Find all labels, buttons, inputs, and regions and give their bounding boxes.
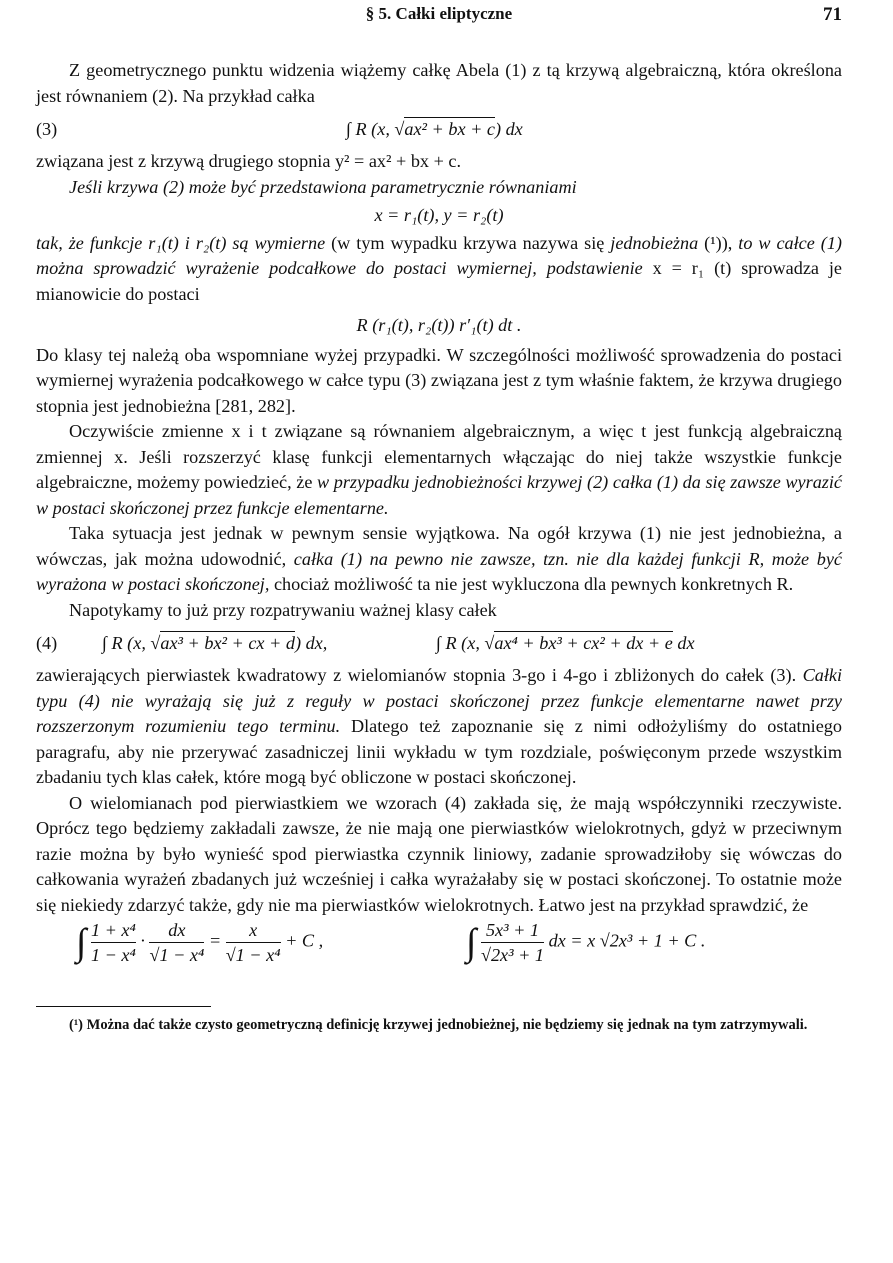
example-equation-1: ∫ $\frac{\text{1 + x⁴}}{\text{1 − x⁴}}$ · $\frac{dx}{\text{√1 − x⁴}}$ = $\frac{x}{\text{√1 − x⁴}}$ + C , <box>76 920 324 965</box>
parametric-equation: x = r₁(t), y = r₂(t) <box>374 205 504 225</box>
equation-number: (3) <box>36 119 58 139</box>
example-equation-2: ∫ $\frac{\text{5x³ + 1}}{\text{√2x³ + 1}}$ dx = x √2x³ + 1 + C . <box>466 920 706 965</box>
paragraph-7: Taka sytuacja jest jednak w pewnym sensie wyjątkowa. Na ogół krzywa (1) nie jest jednobieżna, a wówczas, jak można udowodnić, całka (1) na pewno nie zawsze, tzn. nie dla każdej funkcji R, może być wyrażona w postaci skończonej, chociaż możliwość ta nie jest wykluczona dla pewnych konkretnych R. <box>36 523 842 594</box>
paragraph-4: tak, że funkcje r₁(t) i r₂(t) są wymierne (w tym wypadku krzywa nazywa się jednobieżna (¹)), to w całce (1) można sprowadzić wyrażenie podcałkowe do postaci wymiernej, podstawienie x = r₁ (t) sprowadza je mianowicie do postaci <box>36 232 843 304</box>
paragraph-2: związana jest z krzywą drugiego stopnia y² = ax² + bx + c. <box>36 151 461 171</box>
substitution-equation: R (r₁(t), r₂(t)) r′₁(t) dt . <box>356 315 522 335</box>
paragraph-9: zawierających pierwiastek kwadratowy z wielomianów stopnia 3-go i 4-go i zbliżonych do całek (3). Całki typu (4) nie wyrażają się już z reguły w postaci skończonej przez funkcje elementarne nawet przy rozszerzonym rozumieniu tego terminu. Dlatego też zapoznanie się z nimi odłożyliśmy do ostatniego paragrafu, aby nie przerywać zasadniczej linii wykładu w tym rozdziale, poświęconym przede wszystkim zbadaniu tych klas całek, które mogą być obliczone w postaci skończonej. <box>36 665 842 787</box>
paragraph-10: O wielomianach pod pierwiastkiem we wzorach (4) zakłada się, że mają współczynniki rzeczywiste. Oprócz tego będziemy zakładali zawsze, że nie mają one pierwiastków wielokrotnych, gdyż w przeciwnym razie można by było wynieść spod pierwiastka czynnik liniowy, zadanie sprowadziłoby się wówczas do całkowania wyrażeń zbadanych już wcześniej i całka wyrażałaby się w postaci skończonej. To ostatnie może się niekiedy zdarzyć także, gdy nie ma pierwiastków wielokrotnych. Łatwo jest na przykład sprawdzić, że <box>36 792 842 915</box>
footnote: (¹) Można dać także czysto geometryczną definicję krzywej jednobieżnej, nie będziemy się jednak na tym zatrzymywali. <box>69 1017 808 1033</box>
equation-3-lhs: ∫ R (x, √ <box>346 119 405 139</box>
example-equations <box>36 918 842 990</box>
equation-3-radicand: ax² + bx + c <box>404 119 495 139</box>
equation-4-right-radicand: ax⁴ + bx³ + cx² + dx + e <box>494 633 673 653</box>
page-header <box>36 4 842 28</box>
paragraph-3: Jeśli krzywa (2) może być przedstawiona parametrycznie równaniami <box>69 176 577 197</box>
paragraph-6: Oczywiście zmienne x i t związane są równaniem algebraicznym, a więc t jest funkcją algebraiczną zmiennej x. Jeśli rozszerzyć klasę funkcji elementarnych włączając do niej także wszystkie funkcje algebraiczne, możemy powiedzieć, że w przypadku jednobieżności krzywej (2) całka (1) da się zawsze wyrazić w postaci skończonej przez funkcje elementarne. <box>36 421 842 518</box>
paragraph-1: Z geometrycznego punktu widzenia wiążemy całkę Abela (1) z tą krzywą algebraiczną, która określona jest równaniem (2). Na przykład całka <box>36 60 842 106</box>
page-number: 71 <box>823 4 842 25</box>
footnote-separator <box>36 1006 211 1007</box>
equation-3-rhs: ) dx <box>494 119 523 139</box>
paragraph-8: Napotykamy to już przy rozpatrywaniu ważnej klasy całek <box>69 599 497 620</box>
running-head: § 5. Całki eliptyczne <box>365 4 513 23</box>
equation-number: (4) <box>36 633 58 653</box>
page-body <box>36 58 842 1035</box>
equation-3 <box>36 109 842 149</box>
equation-4: (4) ∫ R (x, √ax³ + bx² + cx + d) dx, ∫ R (x, √ax⁴ + bx³ + cx² + dx + e dx <box>36 623 842 663</box>
paragraph-5: Do klasy tej należą oba wspomniane wyżej przypadki. W szczególności możliwość sprowadzenia do postaci wymiernej wyrażenia podcałkowego w całce typu (3) związana jest z tym właśnie faktem, że krzywa drugiego stopnia jest jednobieżna [281, 282]. <box>36 344 842 416</box>
equation-4-left-radicand: ax³ + bx² + cx + d <box>160 633 295 653</box>
